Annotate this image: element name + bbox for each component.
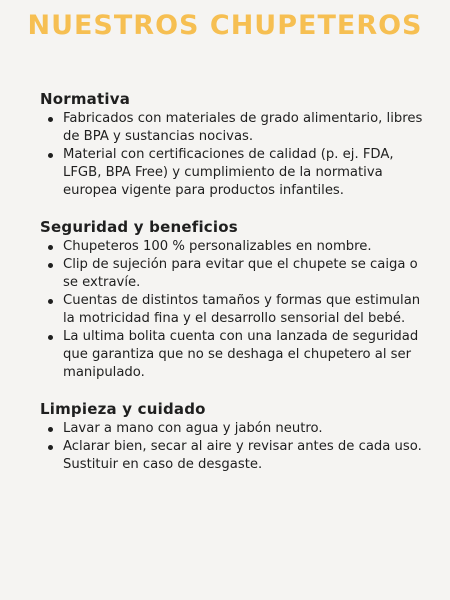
- section-heading: Limpieza y cuidado: [40, 400, 206, 418]
- bullet-list: [40, 420, 430, 474]
- list-item: Aclarar bien, secar al aire y revisar antes de cada uso. Sustituir en caso de desgaste.: [40, 438, 430, 474]
- section-seguridad: [40, 218, 430, 382]
- list-item: Material con certificaciones de calidad (p. ej. FDA, LFGB, BPA Free) y cumplimiento de la normativa europea vigente para productos infantiles.: [40, 146, 430, 200]
- content: [40, 90, 430, 492]
- section-limpieza: [40, 400, 430, 474]
- list-item: Lavar a mano con agua y jabón neutro.: [40, 420, 430, 438]
- list-item: Chupeteros 100 % personalizables en nombre.: [40, 238, 430, 256]
- section-heading: Normativa: [40, 90, 131, 108]
- list-item: Fabricados con materiales de grado alimentario, libres de BPA y sustancias nocivas.: [40, 110, 430, 146]
- section-heading: Seguridad y beneficios: [40, 218, 238, 236]
- list-item: Cuentas de distintos tamaños y formas que estimulan la motricidad fina y el desarrollo sensorial del bebé.: [40, 292, 430, 328]
- bullet-list: [40, 110, 430, 200]
- list-item: La ultima bolita cuenta con una lanzada de seguridad que garantiza que no se deshaga el chupetero al ser manipulado.: [40, 328, 430, 382]
- list-item: Clip de sujeción para evitar que el chupete se caiga o se extravíe.: [40, 256, 430, 292]
- section-normativa: [40, 90, 430, 200]
- page-title: NUESTROS CHUPETEROS: [27, 10, 423, 41]
- bullet-list: [40, 238, 430, 382]
